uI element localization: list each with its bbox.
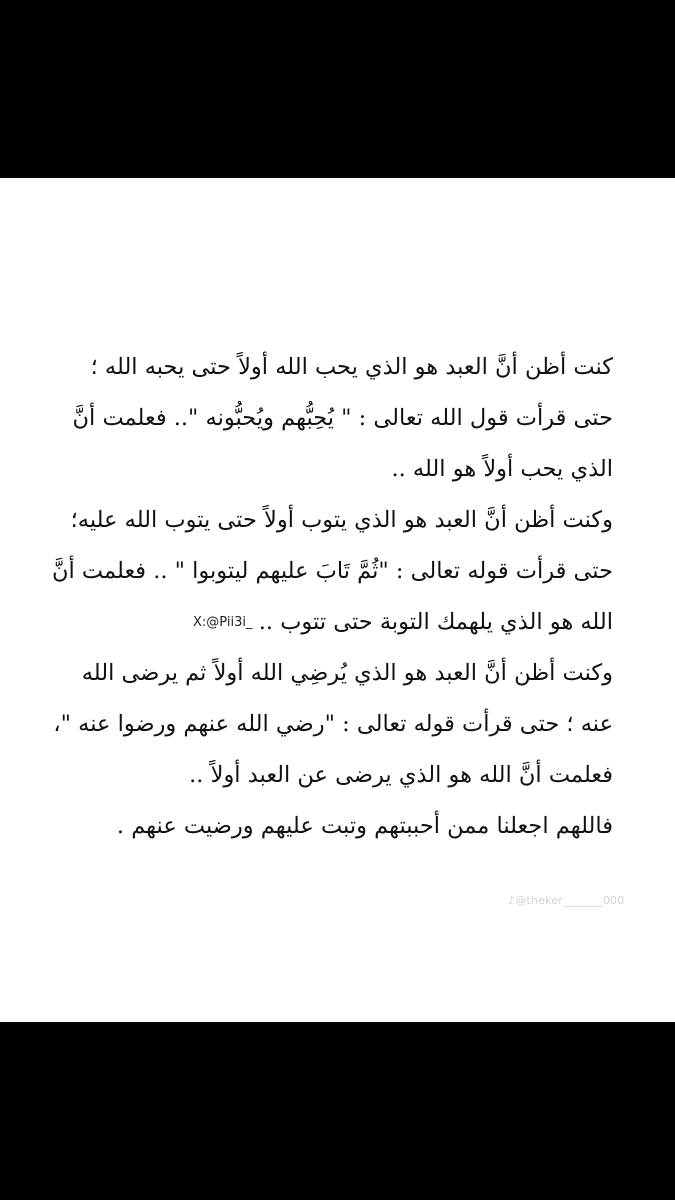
text-line: كنت أظن أنَّ العبد هو الذي يحب الله أولاً حتى يحبه الله ؛ [90,354,613,380]
text-line: فاللهم اجعلنا ممن أحببتهم وتبت عليهم ورضيت عنهم . [116,813,613,839]
poem-text [43,342,613,852]
text-line-with-handle [43,597,613,648]
top-black-bar [0,0,675,178]
text-line: وكنت أظن أنَّ العبد هو الذي يتوب أولاً حتى يتوب الله عليه؛ [70,507,613,533]
text-line: حتى قرأت قوله تعالى : "ثُمَّ تَابَ عليهم ليتوبوا " .. فعلمت أنَّ [51,558,613,584]
text-line: الله هو الذي يلهمك التوبة حتى تتوب .. [258,609,613,635]
text-card [0,178,675,1022]
bottom-black-bar [0,1022,675,1200]
text-line: الذي يحب أولاً هو الله .. [391,456,613,482]
text-line: حتى قرأت قول الله تعالى : " يُحِبُّهم ويُحبُّونه ".. فعلمت أنَّ [72,405,613,431]
text-line: وكنت أظن أنَّ العبد هو الذي يُرضِي الله أولاً ثم يرضى الله [81,660,613,686]
tiktok-watermark: ♪@theker_______000 [508,894,625,907]
text-line: فعلمت أنَّ الله هو الذي يرضى عن العبد أولاً .. [189,762,613,788]
author-handle: X:@Pii3i_ [193,615,253,630]
text-line: عنه ؛ حتى قرأت قوله تعالى : "رضي الله عنهم ورضوا عنه "، [53,711,613,737]
